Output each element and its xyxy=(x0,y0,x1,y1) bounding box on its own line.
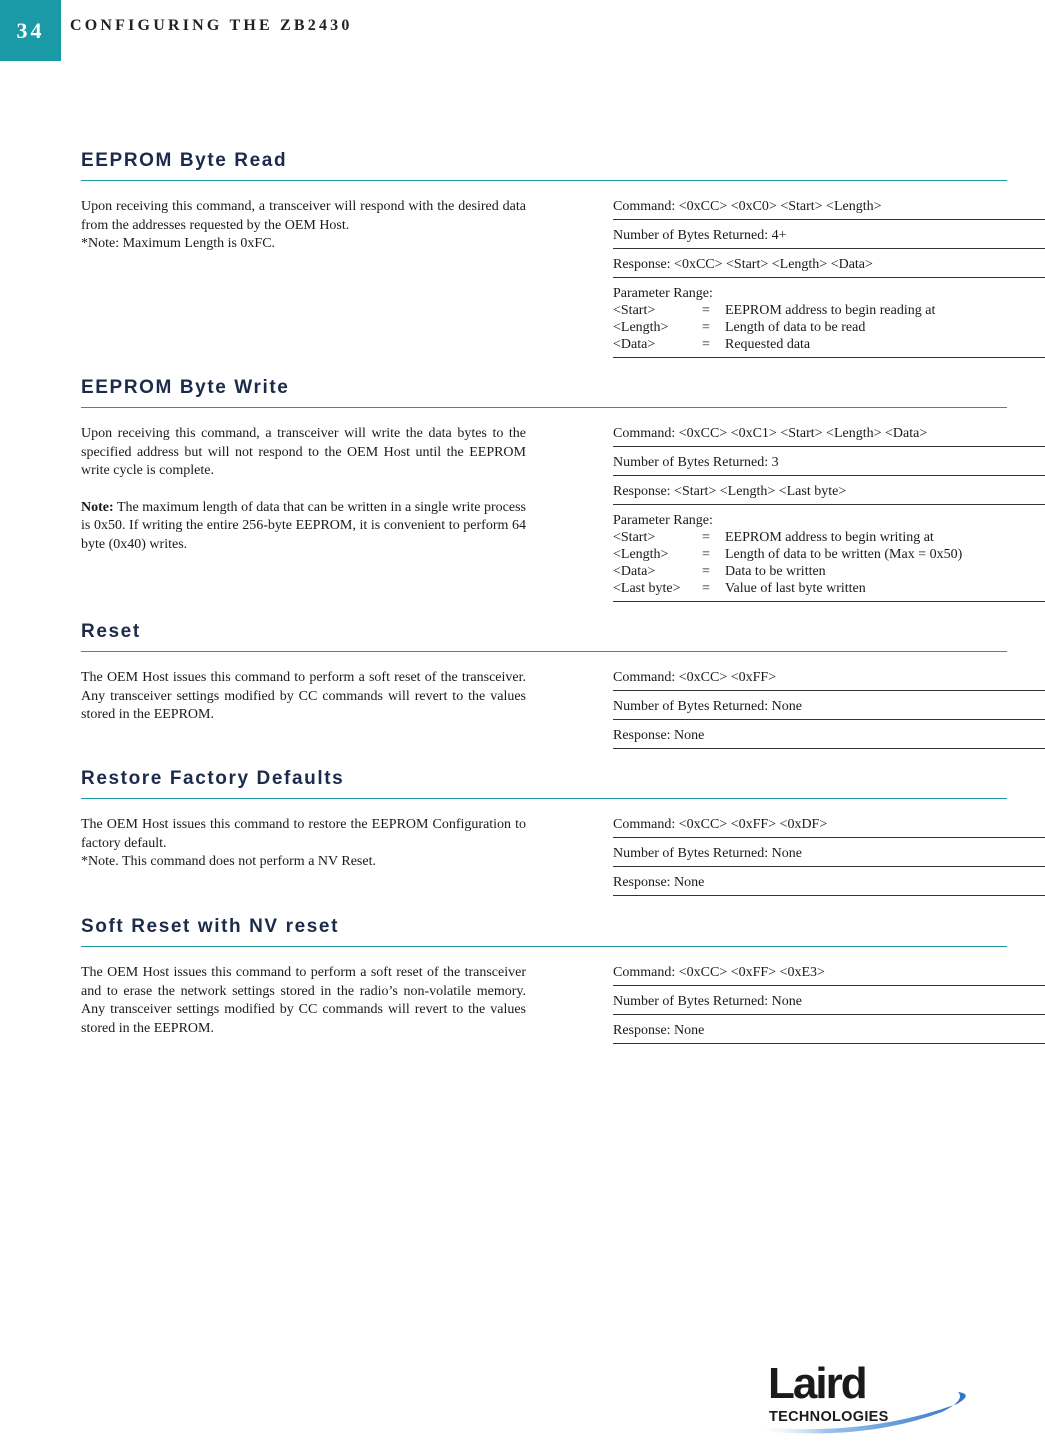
parameter-row xyxy=(613,546,1045,563)
description-paragraph: Upon receiving this command, a transceiver will respond with the desired data from the addresses requested by the OEM Host. xyxy=(81,199,526,233)
bytes-returned-row: Number of Bytes Returned: None xyxy=(613,838,1045,867)
parameter-range-heading: Parameter Range: xyxy=(613,286,713,301)
section-divider xyxy=(81,180,1007,181)
parameter-range-row xyxy=(613,278,1045,358)
bytes-returned-row: Number of Bytes Returned: 3 xyxy=(613,447,1045,476)
note-text: The maximum length of data that can be written in a single write process is 0x50. If writing the entire 256-byte EEPROM, it is convenient to perform 64 byte (0x40) writes. xyxy=(81,499,526,552)
laird-logo xyxy=(752,1360,974,1438)
laird-logo-graphic xyxy=(752,1360,974,1438)
parameter-name: <Start> xyxy=(613,530,656,545)
section-description xyxy=(81,964,526,1038)
parameter-description: Value of last byte written xyxy=(725,581,866,596)
description-note xyxy=(81,499,526,555)
response-row: Response: <0xCC> <Start> <Length> <Data> xyxy=(613,249,1045,278)
section-description xyxy=(81,425,526,554)
page-number: 34 xyxy=(0,0,61,61)
section-description xyxy=(81,198,526,254)
section-description xyxy=(81,669,526,725)
section-divider xyxy=(81,651,1007,652)
command-table xyxy=(613,198,1045,358)
response-row: Response: None xyxy=(613,720,1045,749)
bytes-returned-row: Number of Bytes Returned: None xyxy=(613,691,1045,720)
logo-tagline: TECHNOLOGIES xyxy=(769,1409,889,1425)
command-row: Command: <0xCC> <0xC1> <Start> <Length> <Data> xyxy=(613,425,1045,447)
parameter-row xyxy=(613,336,1045,353)
description-note: *Note. This command does not perform a NV Reset. xyxy=(81,854,376,869)
parameter-equals: = xyxy=(702,337,710,352)
response-row: Response: None xyxy=(613,867,1045,896)
section-reset xyxy=(81,620,1045,743)
description-note: *Note: Maximum Length is 0xFC. xyxy=(81,236,276,251)
section-title: Restore Factory Defaults xyxy=(81,768,345,789)
parameter-name: <Data> xyxy=(613,564,656,579)
parameter-equals: = xyxy=(702,303,710,318)
response-row: Response: <Start> <Length> <Last byte> xyxy=(613,476,1045,505)
section-soft-reset-nv xyxy=(81,915,1045,1038)
command-table xyxy=(613,669,1045,749)
parameter-equals: = xyxy=(702,564,710,579)
parameter-description: Data to be written xyxy=(725,564,826,579)
running-head-title: CONFIGURING THE ZB2430 xyxy=(70,17,353,34)
parameter-name: <Length> xyxy=(613,320,669,335)
section-description xyxy=(81,816,526,872)
parameter-description: EEPROM address to begin writing at xyxy=(725,530,934,545)
logo-wordmark: Laird xyxy=(768,1360,866,1408)
parameter-name: <Data> xyxy=(613,337,656,352)
parameter-range-row xyxy=(613,505,1045,602)
command-table xyxy=(613,816,1045,896)
parameter-description: Length of data to be written (Max = 0x50) xyxy=(725,547,963,562)
section-divider xyxy=(81,798,1007,799)
bytes-returned-row: Number of Bytes Returned: None xyxy=(613,986,1045,1015)
parameter-description: EEPROM address to begin reading at xyxy=(725,303,936,318)
parameter-row xyxy=(613,563,1045,580)
command-table xyxy=(613,964,1045,1044)
description-paragraph: The OEM Host issues this command to perform a soft reset of the transceiver. Any transceiver settings modified by CC commands will revert to the values stored in the EEPROM. xyxy=(81,670,526,722)
parameter-description: Requested data xyxy=(725,337,811,352)
parameter-name: <Start> xyxy=(613,303,656,318)
description-paragraph: The OEM Host issues this command to perform a soft reset of the transceiver and to erase the network settings stored in the radio’s non-volatile memory. Any transceiver settings modified by CC commands will revert to the values stored in the EEPROM. xyxy=(81,965,526,1036)
section-eeprom-byte-read xyxy=(81,149,1045,352)
section-title: EEPROM Byte Write xyxy=(81,377,290,398)
parameter-row xyxy=(613,529,1045,546)
response-row: Response: None xyxy=(613,1015,1045,1044)
parameter-name: <Length> xyxy=(613,547,669,562)
parameter-row xyxy=(613,580,1045,597)
description-paragraph: The OEM Host issues this command to restore the EEPROM Configuration to factory default. xyxy=(81,817,526,851)
parameter-row xyxy=(613,302,1045,319)
section-restore-factory-defaults xyxy=(81,767,1045,890)
section-eeprom-byte-write xyxy=(81,376,1045,596)
section-title: Soft Reset with NV reset xyxy=(81,916,340,937)
section-title: EEPROM Byte Read xyxy=(81,150,288,171)
command-row: Command: <0xCC> <0xC0> <Start> <Length> xyxy=(613,198,1045,220)
parameter-range-heading: Parameter Range: xyxy=(613,513,713,528)
parameter-description: Length of data to be read xyxy=(725,320,866,335)
command-row: Command: <0xCC> <0xFF> xyxy=(613,669,1045,691)
command-row: Command: <0xCC> <0xFF> <0xDF> xyxy=(613,816,1045,838)
bytes-returned-row: Number of Bytes Returned: 4+ xyxy=(613,220,1045,249)
parameter-name: <Last byte> xyxy=(613,581,681,596)
section-divider xyxy=(81,946,1007,947)
parameter-equals: = xyxy=(702,581,710,596)
section-title: Reset xyxy=(81,621,141,642)
parameter-row xyxy=(613,319,1045,336)
parameter-equals: = xyxy=(702,530,710,545)
note-label: Note: xyxy=(81,499,114,515)
parameter-equals: = xyxy=(702,320,710,335)
description-paragraph: Upon receiving this command, a transceiver will write the data bytes to the specified address but will not respond to the OEM Host until the EEPROM write cycle is complete. xyxy=(81,426,526,478)
parameter-equals: = xyxy=(702,547,710,562)
section-divider xyxy=(81,407,1007,408)
command-row: Command: <0xCC> <0xFF> <0xE3> xyxy=(613,964,1045,986)
command-table xyxy=(613,425,1045,602)
